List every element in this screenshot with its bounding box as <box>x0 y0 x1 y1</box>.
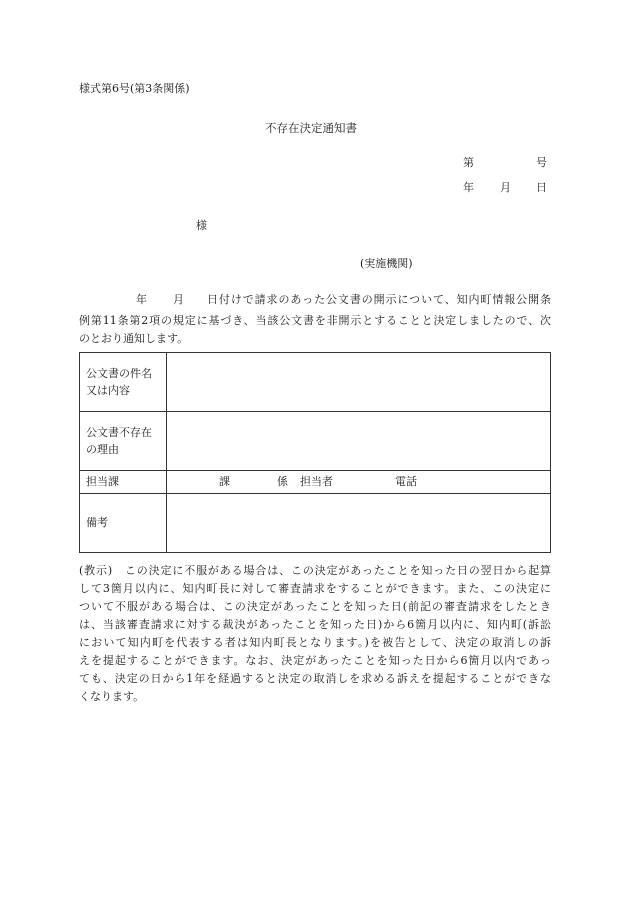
intro-month: 月 <box>173 293 184 306</box>
remarks-value-cell[interactable] <box>167 494 551 553</box>
department-label-cell: 担当課 <box>80 471 167 494</box>
form-number-label: 様式第6号(第3条関係) <box>79 82 190 95</box>
date-day-label: 日 <box>536 181 547 194</box>
intro-paragraph <box>79 294 551 348</box>
document-title: 不存在決定通知書 <box>265 121 357 135</box>
request-details-table <box>79 352 551 553</box>
date-year-label: 年 <box>463 181 474 194</box>
notice-line-5: において知内町を代表する者は知内町長となります。)を被告として、決定の取消しの訴 <box>79 636 551 649</box>
notice-line-8: くなります。 <box>79 690 145 703</box>
notice-line-7: ても、決定の日から1年を経過すると決定の取消しを求める訴えを提起することができな <box>79 672 551 685</box>
document-number-prefix: 第 <box>463 156 474 169</box>
intro-line-2: 例第11条第2項の規定に基づき、当該公文書を非開示とすることと決定しましたので、次 <box>79 314 551 327</box>
remarks-label-cell: 備考 <box>80 494 167 553</box>
notice-line-1: (教示) この決定に不服がある場合は、この決定があったことを知った日の翌日から起算 <box>79 564 551 577</box>
table-row <box>80 471 551 494</box>
table-row <box>80 412 551 471</box>
section-ka-label: 課 <box>219 475 230 488</box>
subject-value-cell[interactable] <box>167 353 551 412</box>
person-in-charge-label: 担当者 <box>300 475 333 488</box>
table-row <box>80 353 551 412</box>
reason-label-line-1: 公文書不存在 <box>86 425 152 439</box>
subject-label-line-2: 又は内容 <box>86 384 130 397</box>
date-month-label: 月 <box>500 181 511 194</box>
notice-line-2: して3箇月以内に、知内町長に対して審査請求をすることができます。また、この決定に <box>79 582 551 595</box>
table-row <box>80 494 551 553</box>
reason-value-cell[interactable] <box>167 412 551 471</box>
section-kakari-label: 係 <box>277 475 288 488</box>
intro-year: 年 <box>136 293 147 306</box>
notice-line-6: えを提起することができます。なお、決定があったことを知った日から6箇月以内であっ <box>79 654 551 667</box>
department-value-cell <box>167 471 551 494</box>
appeal-instruction-notice <box>79 562 551 712</box>
document-number-suffix: 号 <box>536 156 547 169</box>
addressee-honorific: 様 <box>196 219 207 232</box>
subject-label-cell <box>80 353 167 412</box>
reason-label-line-2: の理由 <box>86 443 119 456</box>
subject-label-line-1: 公文書の件名 <box>86 366 152 380</box>
reason-label-cell <box>80 412 167 471</box>
notice-line-4: は、当該審査請求に対する裁決があったことを知った日)から6箇月以内に、知内町(訴訟 <box>79 618 551 631</box>
intro-line-1-text: 日付けで請求のあった公文書の開示について、知内町情報公開条 <box>207 293 551 306</box>
phone-label: 電話 <box>395 475 417 488</box>
intro-line-3: のとおり通知します。 <box>79 332 189 345</box>
issuing-authority-label: (実施機関) <box>360 257 413 270</box>
notice-line-3: ついて不服がある場合は、この決定があったことを知った日(前記の審査請求をしたとき <box>79 600 551 613</box>
